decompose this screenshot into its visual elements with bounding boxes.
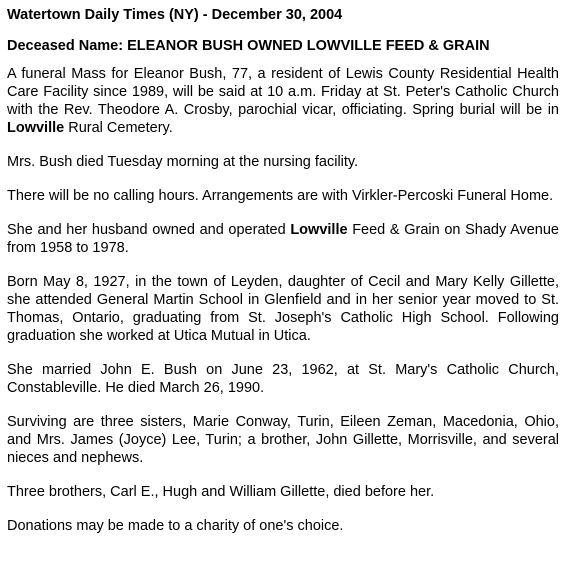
- paragraph-marriage: [7, 361, 559, 397]
- paragraph-biography: [7, 273, 559, 345]
- deceased-label: Deceased Name:: [7, 38, 124, 54]
- highlight-lowville: Lowville: [290, 222, 348, 238]
- paragraph-survivors: [7, 413, 559, 467]
- paragraph-text: Three brothers, Carl E., Hugh and William Gillette, died before her.: [7, 484, 435, 500]
- paragraph-text: Rural Cemetery.: [64, 120, 173, 136]
- paragraph-text: Donations may be made to a charity of one's choice.: [7, 518, 344, 534]
- paragraph-text: She and her husband owned and operated: [7, 222, 291, 238]
- paragraph-text: Feed & Grain on Shady Avenue from 1958 to 1978.: [7, 222, 559, 256]
- paragraph-text: A funeral Mass for Eleanor Bush, 77, a resident of Lewis County Residential Health Care Facility since 1989, will be said at 10 a.m. Friday at St. Peter's Catholic Church with the Rev. Theodore A. Crosby, parochial vicar, officiating. Spring burial will be in: [7, 66, 559, 118]
- paragraph-text: Born May 8, 1927, in the town of Leyden, daughter of Cecil and Mary Kelly Gillette, she attended General Martin School in Glenfield and in her senior year moved to St. Thomas, Ontario, graduating from St. Joseph's Catholic High School. Following graduation she worked at Utica Mutual in Utica.: [7, 274, 559, 344]
- paragraph-text: Surviving are three sisters, Marie Conway, Turin, Eileen Zeman, Macedonia, Ohio, and Mrs. James (Joyce) Lee, Turin; a brother, John Gillette, Morrisville, and several nieces and nephews.: [7, 414, 559, 466]
- paragraph-funeral-mass: [7, 65, 559, 137]
- paragraph-donations: [7, 517, 559, 535]
- paragraph-text: Mrs. Bush died Tuesday morning at the nursing facility.: [7, 154, 359, 170]
- paragraph-arrangements: [7, 187, 559, 205]
- paragraph-predeceased: [7, 483, 559, 501]
- highlight-lowville: Lowville: [7, 120, 65, 136]
- paragraph-business: [7, 221, 559, 257]
- paragraph-text: There will be no calling hours. Arrangements are with Virkler-Percoski Funeral Home.: [7, 188, 554, 204]
- paragraph-death: [7, 153, 559, 171]
- deceased-name-line: [7, 37, 559, 55]
- deceased-value: ELEANOR BUSH OWNED LOWVILLE FEED & GRAIN: [127, 38, 490, 54]
- source-line: Watertown Daily Times (NY) - December 30, 2004: [7, 7, 343, 23]
- paragraph-text: She married John E. Bush on June 23, 1962, at St. Mary's Catholic Church, Constableville. He died March 26, 1990.: [7, 362, 559, 396]
